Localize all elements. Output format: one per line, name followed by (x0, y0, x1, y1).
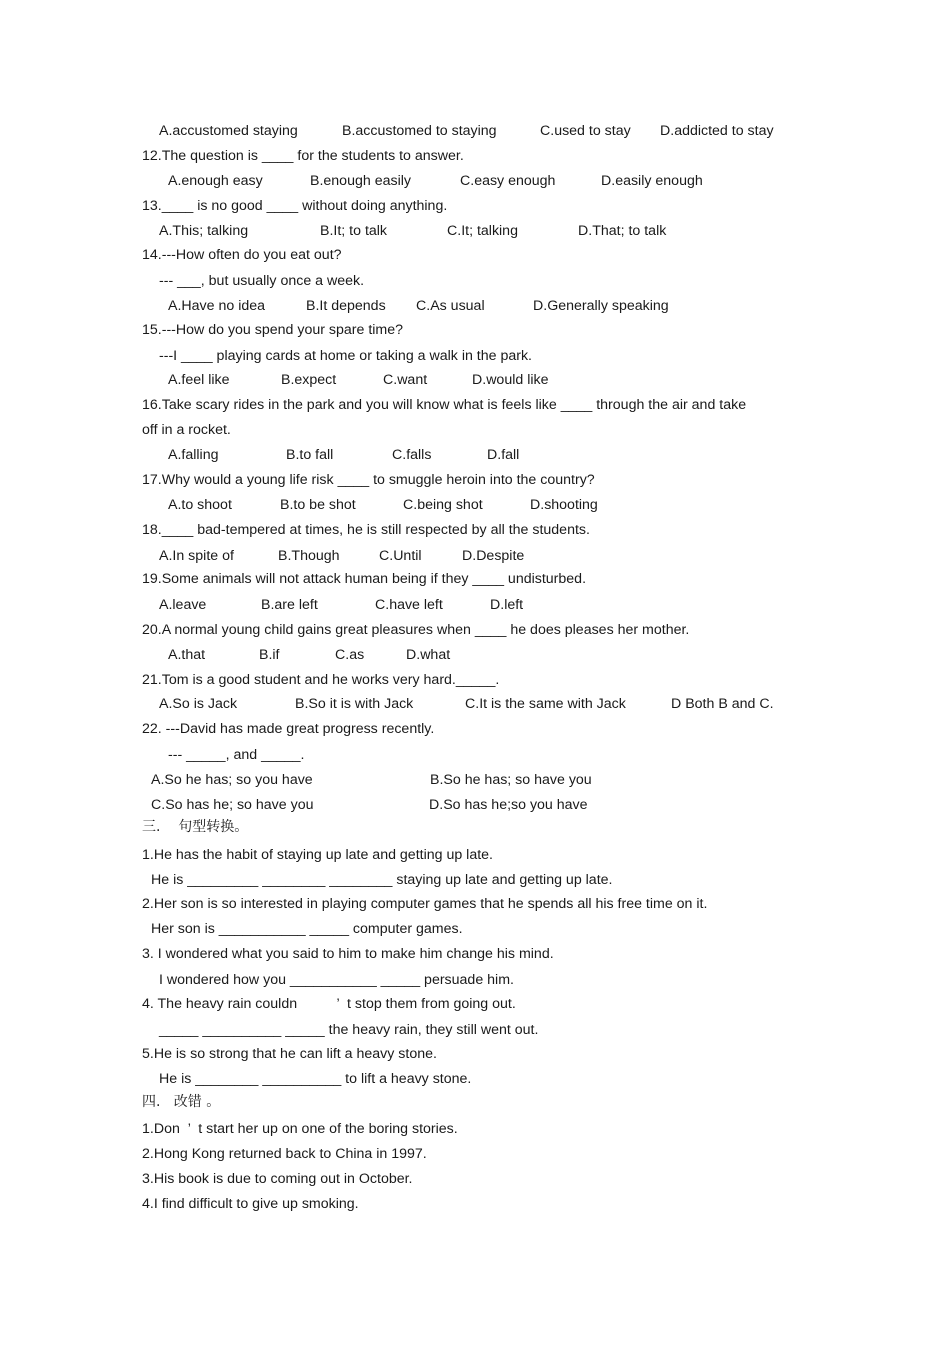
q22-option-c: C.So has he; so have you (151, 797, 314, 813)
q14-option-c: C.As usual (416, 298, 485, 314)
q16-option-c: C.falls (392, 447, 432, 463)
q13-option-b: B.It; to talk (320, 223, 388, 239)
q19-option-a: A.leave (159, 597, 207, 613)
q18-option-a: A.In spite of (159, 548, 234, 564)
q11-option-d: D.addicted to stay (660, 123, 774, 139)
q13-stem: 13.____ is no good ____ without doing anything. (142, 198, 448, 214)
s3-item-4-blank: _____ __________ _____ the heavy rain, they still went out. (159, 1022, 539, 1038)
q12-option-d: D.easily enough (601, 173, 703, 189)
q19-option-b: B.are left (261, 597, 318, 613)
q15-option-b: B.expect (281, 372, 337, 388)
s4-item-1: 1.Don ’ t start her up on one of the boring stories. (142, 1121, 458, 1137)
q12-option-c: C.easy enough (460, 173, 556, 189)
q15-option-c: C.want (383, 372, 428, 388)
q21-option-a: A.So is Jack (159, 696, 238, 712)
q17-option-a: A.to shoot (168, 497, 232, 513)
q22-option-d: D.So has he;so you have (429, 797, 588, 813)
q21-option-b: B.So it is with Jack (295, 696, 414, 712)
q16-stem: 16.Take scary rides in the park and you will know what is feels like ____ through the air and take (142, 397, 747, 413)
q22-option-b: B.So he has; so have you (430, 772, 592, 788)
q13-option-c: C.It; talking (447, 223, 518, 239)
s3-item-5: 5.He is so strong that he can lift a heavy stone. (142, 1046, 437, 1062)
q19-stem: 19.Some animals will not attack human being if they ____ undisturbed. (142, 571, 587, 587)
q19-option-d: D.left (490, 597, 524, 613)
q15-option-d: D.would like (472, 372, 549, 388)
q15-answer-line: ---I ____ playing cards at home or taking a walk in the park. (159, 348, 533, 364)
q21-stem: 21.Tom is a good student and he works very hard._____. (142, 672, 500, 688)
q20-option-b: B.if (259, 647, 280, 663)
q18-option-b: B.Though (278, 548, 340, 564)
q21-option-c: C.It is the same with Jack (465, 696, 626, 712)
q22-stem: 22. ---David has made great progress recently. (142, 721, 435, 737)
q12-stem: 12.The question is ____ for the students to answer. (142, 148, 464, 164)
q17-option-b: B.to be shot (280, 497, 356, 513)
q14-option-a: A.Have no idea (168, 298, 266, 314)
section-3-heading: 三. 句型转换。 (142, 819, 249, 835)
q18-option-d: D.Despite (462, 548, 525, 564)
q12-option-a: A.enough easy (168, 173, 263, 189)
s3-item-5-blank: He is ________ __________ to lift a heavy stone. (159, 1071, 472, 1087)
q18-option-c: C.Until (379, 548, 422, 564)
q11-option-a: A.accustomed staying (159, 123, 298, 139)
q16-option-a: A.falling (168, 447, 219, 463)
q20-option-a: A.that (168, 647, 206, 663)
q14-option-d: D.Generally speaking (533, 298, 669, 314)
q22-option-a: A.So he has; so you have (151, 772, 313, 788)
q14-stem: 14.---How often do you eat out? (142, 247, 342, 263)
s3-item-2-blank: Her son is ___________ _____ computer games. (151, 921, 463, 937)
s3-item-4: 4. The heavy rain couldn ’ t stop them from going out. (142, 996, 516, 1012)
s3-item-3: 3. I wondered what you said to him to make him change his mind. (142, 946, 554, 962)
q18-stem: 18.____ bad-tempered at times, he is still respected by all the students. (142, 522, 590, 538)
section-4-heading: 四. 改错 。 (142, 1094, 221, 1110)
q17-option-d: D.shooting (530, 497, 598, 513)
q20-option-d: D.what (406, 647, 451, 663)
s3-item-1: 1.He has the habit of staying up late and getting up late. (142, 847, 493, 863)
q12-option-b: B.enough easily (310, 173, 411, 189)
q20-stem: 20.A normal young child gains great pleasures when ____ he does pleases her mother. (142, 622, 690, 638)
s3-item-2: 2.Her son is so interested in playing computer games that he spends all his free time on it. (142, 896, 708, 912)
q16-stem-continued: off in a rocket. (142, 422, 231, 438)
q14-option-b: B.It depends (306, 298, 386, 314)
q16-option-d: D.fall (487, 447, 520, 463)
q17-stem: 17.Why would a young life risk ____ to smuggle heroin into the country? (142, 472, 595, 488)
q13-option-a: A.This; talking (159, 223, 249, 239)
q15-option-a: A.feel like (168, 372, 230, 388)
q17-option-c: C.being shot (403, 497, 483, 513)
s4-item-3: 3.His book is due to coming out in October. (142, 1171, 413, 1187)
s3-item-3-blank: I wondered how you ___________ _____ persuade him. (159, 972, 514, 988)
q22-answer-line: --- _____, and _____. (168, 747, 305, 763)
q20-option-c: C.as (335, 647, 365, 663)
q14-answer-line: --- ___, but usually once a week. (159, 273, 365, 289)
q16-option-b: B.to fall (286, 447, 334, 463)
q15-stem: 15.---How do you spend your spare time? (142, 322, 404, 338)
q11-option-b: B.accustomed to staying (342, 123, 497, 139)
q11-option-c: C.used to stay (540, 123, 631, 139)
q19-option-c: C.have left (375, 597, 443, 613)
q21-option-d: D Both B and C. (671, 696, 774, 712)
s4-item-2: 2.Hong Kong returned back to China in 1997. (142, 1146, 427, 1162)
s4-item-4: 4.I find difficult to give up smoking. (142, 1196, 359, 1212)
q13-option-d: D.That; to talk (578, 223, 667, 239)
s3-item-1-blank: He is _________ ________ ________ staying up late and getting up late. (151, 872, 613, 888)
